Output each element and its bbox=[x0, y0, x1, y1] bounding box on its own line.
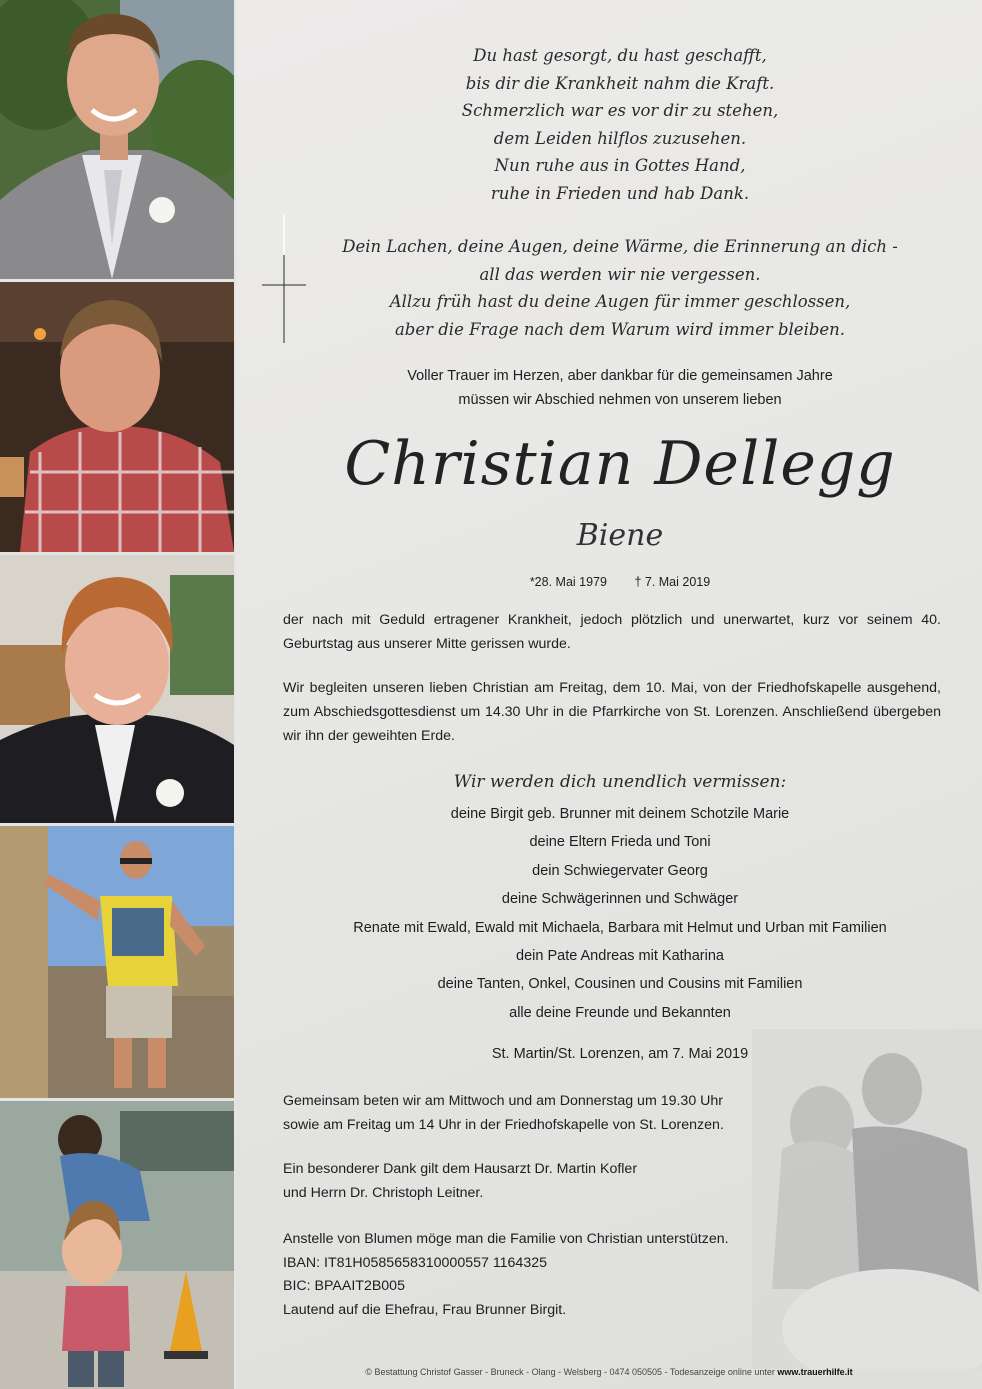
prayer-line: sowie am Freitag um 14 Uhr in der Friedhofskapelle von St. Lorenzen. bbox=[283, 1116, 724, 1133]
mourner-line: deine Schwägerinnen und Schwäger bbox=[501, 891, 739, 908]
birth-date: *28. Mai 1979 bbox=[529, 575, 607, 589]
death-circumstance-text: der nach mit Geduld ertragener Krankheit, jedoch plötzlich und unerwartet, kurz vor seinem 40. Geburtstag aus unserer Mitte gerissen wurde. bbox=[283, 612, 941, 652]
bic-line: BIC: BPAAIT2B005 bbox=[283, 1278, 405, 1294]
photo-checkered-shirt bbox=[0, 282, 234, 552]
photo-child-redhair bbox=[0, 555, 234, 823]
poem-line: bis dir die Krankheit nahm die Kraft. bbox=[465, 73, 775, 93]
thanks-info bbox=[283, 1158, 843, 1205]
poem-line: dem Leiden hilflos zuzusehen. bbox=[493, 128, 747, 148]
portrait-photo-suit bbox=[0, 0, 234, 279]
poem-line: Schmerzlich war es vor dir zu stehen, bbox=[461, 101, 779, 120]
miss-heading: Wir werden dich unendlich vermissen: bbox=[453, 772, 787, 792]
poem-line: aber die Frage nach dem Warum wird immer bleiben. bbox=[394, 319, 846, 339]
thanks-line: und Herrn Dr. Christoph Leitner. bbox=[283, 1184, 484, 1201]
donation-info bbox=[283, 1228, 843, 1322]
mourner-line: dein Schwiegervater Georg bbox=[532, 862, 708, 879]
photo-child-with-chimp bbox=[0, 1101, 234, 1389]
intro-line: Voller Trauer im Herzen, aber dankbar für die gemeinsamen Jahre bbox=[407, 368, 833, 384]
nickname: Biene bbox=[576, 518, 664, 553]
poem-line: ruhe in Frieden und hab Dank. bbox=[490, 183, 750, 203]
poem-line: all das werden wir nie vergessen. bbox=[479, 264, 761, 284]
mourner-line: dein Pate Andreas mit Katharina bbox=[516, 948, 724, 965]
mourner-line: deine Tanten, Onkel, Cousinen und Cousins mit Familien bbox=[437, 976, 803, 993]
intro-line: müssen wir Abschied nehmen von unserem lieben bbox=[458, 392, 782, 408]
donation-line: Anstelle von Blumen möge man die Familie von Christian unterstützen. bbox=[283, 1231, 729, 1247]
poem-line: Allzu früh hast du deine Augen für immer geschlossen, bbox=[389, 292, 851, 311]
prayer-line: Gemeinsam beten wir am Mittwoch und am Donnerstag um 19.30 Uhr bbox=[283, 1093, 724, 1109]
mourner-line: deine Birgit geb. Brunner mit deinem Schotzile Marie bbox=[450, 806, 790, 822]
photo-yellow-shirt bbox=[0, 826, 234, 1098]
prayer-info bbox=[283, 1090, 843, 1137]
iban-line: IBAN: IT81H0585658310000557 1164325 bbox=[283, 1254, 547, 1271]
place-date: St. Martin/St. Lorenzen, am 7. Mai 2019 bbox=[491, 1046, 749, 1062]
poem-verse-1 bbox=[290, 42, 950, 207]
thanks-line: Ein besonderer Dank gilt dem Hausarzt Dr. Martin Kofler bbox=[283, 1161, 638, 1177]
mourner-line: alle deine Freunde und Bekannten bbox=[509, 1004, 731, 1021]
footer-text: © Bestattung Christof Gasser - Bruneck - Olang - Welsberg - 0474 050505 - Todesanzeige online unter bbox=[365, 1367, 778, 1377]
life-dates bbox=[290, 572, 950, 592]
footer-link[interactable]: www.trauerhilfe.it bbox=[777, 1367, 853, 1377]
mourners-list bbox=[290, 800, 950, 1027]
footer bbox=[236, 1366, 982, 1378]
photo-strip bbox=[0, 0, 234, 1389]
poem-line: Du hast gesorgt, du hast geschafft, bbox=[473, 46, 767, 65]
poem-line: Dein Lachen, deine Augen, deine Wärme, die Erinnerung an dich - bbox=[342, 237, 898, 256]
intro-text bbox=[290, 364, 950, 412]
poem-verse-2 bbox=[290, 233, 950, 343]
death-date: † 7. Mai 2019 bbox=[634, 575, 711, 589]
deceased-name: Christian Dellegg bbox=[344, 429, 896, 499]
poem-line: Nun ruhe aus in Gottes Hand, bbox=[494, 156, 746, 175]
donation-line: Lautend auf die Ehefrau, Frau Brunner Birgit. bbox=[283, 1301, 567, 1318]
mourner-line: Renate mit Ewald, Ewald mit Michaela, Barbara mit Helmut und Urban mit Familien bbox=[353, 919, 887, 936]
mourner-line: deine Eltern Frieda und Toni bbox=[529, 834, 711, 851]
funeral-info-text: Wir begleiten unseren lieben Christian am Freitag, dem 10. Mai, von der Friedhofskapelle ausgehend, zum Abschiedsgottesdienst um 14.30 Uhr in die Pfarrkirche von St. Lorenzen. Anschließend übergeben wir ihn der geweihten Erde. bbox=[283, 680, 941, 744]
